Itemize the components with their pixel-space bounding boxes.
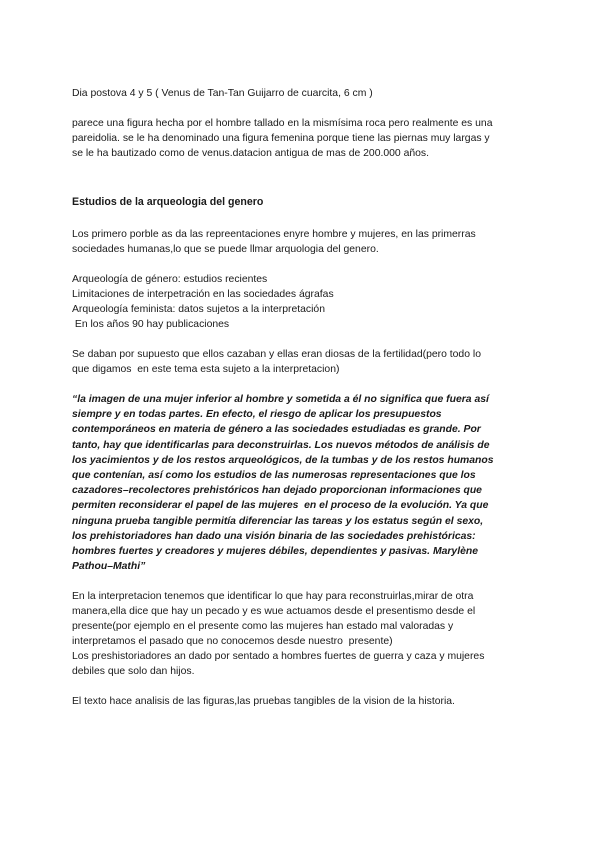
supposition-line: Se daban por supuesto que ellos cazaban y ellas eran diosas de la fertilidad(pero todo lo (72, 349, 481, 360)
description-paragraph (72, 116, 532, 161)
supposition-paragraph (72, 347, 532, 377)
interpretation-line: manera,ella dice que hay un pecado y es wue actuamos desde el presentismo desde el (72, 606, 476, 618)
intro-line: sociedades humanas,lo que se puede llmar arquologia del genero. (72, 244, 379, 255)
interpretation-line: Los preshistoriadores an dado por sentado a hombres fuertes de guerra y caza y mujeres (72, 651, 485, 663)
document-body (72, 86, 532, 709)
quote-line: “la imagen de una mujer inferior al hombre y sometida a él no significa que fuera así (72, 394, 489, 405)
quote-line: ninguna prueba tangible permitía diferenciar las tareas y los estatus según el sexo, (72, 515, 484, 527)
list-item: Arqueología de género: estudios recientes (72, 274, 268, 285)
list-item: Limitaciones de interpetración en las sociedades ágrafas (72, 289, 334, 300)
description-line: pareidolia. se le ha denominado una figura femenina porque tiene las piernas muy largas y (72, 133, 490, 144)
quote-line: cazadores–recolectores prehistóricos han dejado proporcionan informaciones que (72, 485, 482, 497)
section-heading: Estudios de la arqueologia del genero (72, 196, 264, 208)
interpretation-paragraph (72, 589, 532, 679)
quote-line: siempre y en todas partes. En efecto, el riesgo de aplicar los presupuestos (72, 409, 442, 421)
quote-line: que contenían, así como los estudios de las numerosas representaciones que los (72, 470, 476, 482)
quote-block (72, 392, 532, 574)
closing-paragraph: El texto hace analisis de las figuras,las pruebas tangibles de la vision de la historia. (72, 696, 455, 708)
quote-line: los prehistoriadores han dado una visión binaria de las sociedades prehistóricas: (72, 530, 476, 542)
quote-line: permiten reconsiderar el papel de las mujeres en el proceso de la evolución. Ya que (72, 500, 489, 512)
quote-line: Pathou–Mathi” (72, 561, 146, 573)
quote-line: contemporáneos en materia de género a las sociedades estudiadas es grande. Por (72, 424, 481, 436)
description-line: parece una figura hecha por el hombre tallado en la mismísima roca pero realmente es una (72, 118, 493, 129)
quote-line: los yacimientos y de los restos arqueológicos, de la tumbas y de los restos humanos (72, 454, 494, 466)
list-item: Arqueología feminista: datos sujetos a la interpretación (72, 304, 325, 315)
interpretation-line: presente(por ejemplo en el presente como las mujeres han estado mal valoradas y (72, 621, 454, 633)
reference-line: Dia postova 4 y 5 ( Venus de Tan-Tan Guijarro de cuarcita, 6 cm ) (72, 88, 373, 99)
list-item: En los años 90 hay publicaciones (72, 319, 230, 330)
description-line: se le ha bautizado como de venus.datacion antigua de mas de 200.000 años. (72, 148, 430, 159)
quote-line: tanto, hay que identificarlas para deconstruirlas. Los nuevos métodos de análisis de (72, 439, 490, 451)
intro-line: Los primero porble as da las repreentaciones enyre hombre y mujeres, en las primerras (72, 229, 476, 240)
quote-line: hombres fuertes y creadores y mujeres débiles, dependientes y pasivas. Marylène (72, 546, 478, 558)
intro-paragraph (72, 227, 532, 257)
interpretation-line: debiles que solo dan hijos. (72, 666, 195, 678)
topic-list (72, 272, 532, 332)
supposition-line: que digamos en este tema esta sujeto a la interpretacion) (72, 364, 340, 375)
interpretation-line: interpretamos el pasado que no conocemos desde nuestro presente) (72, 636, 393, 648)
interpretation-line: En la interpretacion tenemos que identificar lo que hay para reconstruirlas,mirar de otra (72, 591, 474, 603)
